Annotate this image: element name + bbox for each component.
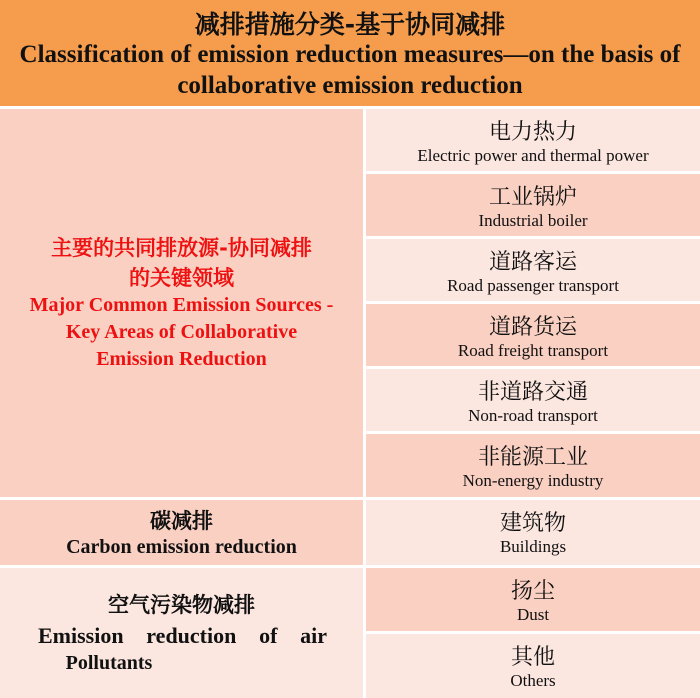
sector-zh: 其他 [510, 645, 555, 670]
category-air-title-en-line2: Pollutants [65, 652, 153, 674]
category-major-sources [0, 109, 363, 497]
category-carbon-reduction [0, 500, 363, 565]
sector-zh: 非道路交通 [477, 380, 588, 405]
sector-en: Road freight transport [457, 341, 609, 360]
sector-cell [366, 434, 700, 497]
header-title-en-line1: Classification of emission reduction measures—on the basis of [19, 41, 681, 68]
sector-en: Dust [516, 605, 550, 624]
sector-cell [366, 568, 700, 631]
sector-cell [366, 369, 700, 431]
sector-en: Non-energy industry [462, 471, 604, 490]
category-major-title-en: Major Common Emission Sources - Key Areas of Collaborative Emission Reduction [29, 294, 334, 370]
sector-en: Non-road transport [468, 406, 598, 425]
sector-en: Industrial boiler [478, 211, 588, 230]
sector-zh: 建筑物 [499, 511, 566, 536]
sector-zh: 工业锅炉 [488, 185, 577, 210]
category-major-title-zh: 主要的共同排放源-协同减排 的关键领域 [51, 236, 312, 290]
sector-en: Buildings [499, 537, 567, 556]
category-air-title-en-line1: Emission reduction of air [38, 623, 327, 648]
header-title-zh: 减排措施分类-基于协同减排 [194, 10, 506, 39]
sector-cell [366, 174, 700, 236]
sector-zh: 扬尘 [510, 579, 555, 604]
header-title-en-line2: collaborative emission reduction [177, 72, 523, 99]
sector-en: Road passenger transport [447, 276, 619, 295]
sector-zh: 道路货运 [488, 315, 577, 340]
sector-cell [366, 239, 700, 301]
sector-cell [366, 500, 700, 565]
sector-zh: 电力热力 [488, 120, 577, 145]
category-carbon-title-en: Carbon emission reduction [66, 536, 297, 558]
category-air-pollutants [0, 568, 363, 698]
sector-en: Electric power and thermal power [417, 146, 649, 165]
sector-zh: 非能源工业 [477, 445, 588, 470]
sector-zh: 道路客运 [488, 250, 577, 275]
sector-cell [366, 634, 700, 698]
category-air-title-zh: 空气污染物减排 [108, 593, 255, 617]
sector-cell [366, 304, 700, 366]
sector-en: Others [510, 671, 556, 690]
category-carbon-title-zh: 碳减排 [150, 509, 213, 533]
table-header [0, 0, 700, 106]
sector-cell [366, 109, 700, 171]
